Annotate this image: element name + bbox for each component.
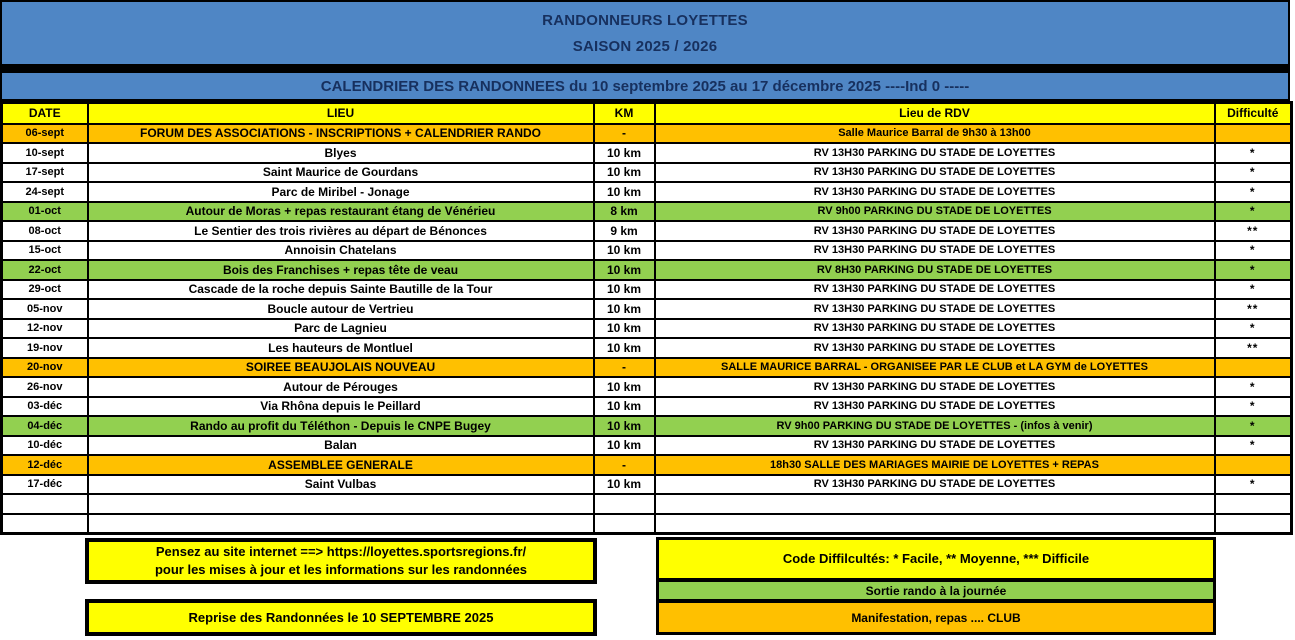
table-row [2, 455, 1292, 475]
cell-rdv: RV 9h00 PARKING DU STADE DE LOYETTES - (infos à venir) [655, 416, 1215, 436]
table-row [2, 124, 1292, 144]
table-row [2, 182, 1292, 202]
table-row [2, 338, 1292, 358]
cell-difficulte: * [1215, 202, 1292, 222]
cell-difficulte: * [1215, 280, 1292, 300]
cell-difficulte [1215, 494, 1292, 514]
cell-rdv: RV 13H30 PARKING DU STADE DE LOYETTES [655, 163, 1215, 183]
calendar-table [0, 101, 1293, 535]
cell-km: - [594, 124, 655, 144]
legend-difficulty-box [656, 537, 1216, 581]
cell-km: 10 km [594, 416, 655, 436]
cell-lieu: Rando au profit du Téléthon - Depuis le CNPE Bugey [88, 416, 594, 436]
cell-lieu: Saint Vulbas [88, 475, 594, 495]
cell-km [594, 494, 655, 514]
title-band [0, 0, 1290, 66]
club-title: RANDONNEURS LOYETTES [542, 11, 748, 29]
website-info-box [85, 538, 597, 584]
cell-date: 26-nov [2, 377, 88, 397]
cell-rdv: 18h30 SALLE DES MARIAGES MAIRIE DE LOYETTES + REPAS [655, 455, 1215, 475]
cell-rdv: RV 9h00 PARKING DU STADE DE LOYETTES [655, 202, 1215, 222]
reprise-text: Reprise des Randonnées le 10 SEPTEMBRE 2025 [188, 609, 494, 625]
cell-date: 04-déc [2, 416, 88, 436]
table-header-row [2, 103, 1292, 124]
cell-lieu: Bois des Franchises + repas tête de veau [88, 260, 594, 280]
cell-rdv: RV 8H30 PARKING DU STADE DE LOYETTES [655, 260, 1215, 280]
table-row [2, 280, 1292, 300]
table-row [2, 299, 1292, 319]
website-link[interactable]: Pensez au site internet ==> https://loyettes.sportsregions.fr/ [155, 544, 527, 559]
cell-km: 10 km [594, 260, 655, 280]
cell-lieu: Via Rhôna depuis le Peillard [88, 397, 594, 417]
cell-difficulte: * [1215, 143, 1292, 163]
cell-difficulte: * [1215, 319, 1292, 339]
cell-km: 10 km [594, 280, 655, 300]
table-row [2, 221, 1292, 241]
cell-lieu: Balan [88, 436, 594, 456]
cell-rdv: RV 13H30 PARKING DU STADE DE LOYETTES [655, 143, 1215, 163]
cell-lieu: Les hauteurs de Montluel [88, 338, 594, 358]
cell-km: 10 km [594, 397, 655, 417]
table-row [2, 514, 1292, 534]
cell-difficulte: ** [1215, 299, 1292, 319]
cell-km: 10 km [594, 377, 655, 397]
legend-club-event-text: Manifestation, repas .... CLUB [851, 610, 1021, 625]
cell-lieu: Parc de Lagnieu [88, 319, 594, 339]
cell-lieu: Autour de Moras + repas restaurant étang de Vénérieu [88, 202, 594, 222]
cell-date: 10-déc [2, 436, 88, 456]
cell-difficulte: * [1215, 163, 1292, 183]
cell-date: 22-oct [2, 260, 88, 280]
cell-difficulte: * [1215, 182, 1292, 202]
cell-difficulte: * [1215, 475, 1292, 495]
cell-km: - [594, 358, 655, 378]
calendar-banner-text: CALENDRIER DES RANDONNEES du 10 septembre 2025 au 17 décembre 2025 ----Ind 0 ----- [320, 77, 970, 95]
cell-lieu: Annoisin Chatelans [88, 241, 594, 261]
cell-km: 9 km [594, 221, 655, 241]
cell-rdv: RV 13H30 PARKING DU STADE DE LOYETTES [655, 280, 1215, 300]
table-row [2, 241, 1292, 261]
cell-difficulte: * [1215, 241, 1292, 261]
legend-day-hike-box [656, 579, 1216, 602]
cell-lieu: Blyes [88, 143, 594, 163]
table-row [2, 143, 1292, 163]
cell-rdv: RV 13H30 PARKING DU STADE DE LOYETTES [655, 397, 1215, 417]
cell-difficulte: * [1215, 377, 1292, 397]
cell-km [594, 514, 655, 534]
cell-date: 08-oct [2, 221, 88, 241]
calendar-banner [0, 73, 1290, 101]
reprise-box [85, 599, 597, 636]
cell-km: 10 km [594, 338, 655, 358]
cell-difficulte: * [1215, 397, 1292, 417]
website-info-text: pour les mises à jour et les informations sur les randonnées [154, 562, 528, 577]
cell-rdv: RV 13H30 PARKING DU STADE DE LOYETTES [655, 338, 1215, 358]
cell-lieu: FORUM DES ASSOCIATIONS - INSCRIPTIONS + CALENDRIER RANDO [88, 124, 594, 144]
cell-difficulte [1215, 124, 1292, 144]
cell-date: 24-sept [2, 182, 88, 202]
cell-rdv: RV 13H30 PARKING DU STADE DE LOYETTES [655, 241, 1215, 261]
cell-difficulte: * [1215, 260, 1292, 280]
cell-rdv: RV 13H30 PARKING DU STADE DE LOYETTES [655, 299, 1215, 319]
legend-difficulty-text: Code Diffilcultés: * Facile, ** Moyenne, *** Difficile [782, 551, 1090, 566]
table-row [2, 163, 1292, 183]
legend-club-event-box [656, 600, 1216, 635]
cell-rdv: RV 13H30 PARKING DU STADE DE LOYETTES [655, 475, 1215, 495]
table-row [2, 319, 1292, 339]
legend-day-hike-text: Sortie rando à la journée [865, 583, 1007, 598]
cell-km: 10 km [594, 241, 655, 261]
table-row [2, 202, 1292, 222]
cell-date [2, 514, 88, 534]
column-header-lieu: LIEU [88, 103, 594, 124]
cell-km: 10 km [594, 163, 655, 183]
cell-rdv [655, 494, 1215, 514]
cell-date: 01-oct [2, 202, 88, 222]
cell-lieu: Le Sentier des trois rivières au départ de Bénonces [88, 221, 594, 241]
cell-date: 10-sept [2, 143, 88, 163]
cell-lieu [88, 514, 594, 534]
cell-lieu: SOIREE BEAUJOLAIS NOUVEAU [88, 358, 594, 378]
table-row [2, 260, 1292, 280]
cell-km: 10 km [594, 436, 655, 456]
cell-lieu: Cascade de la roche depuis Sainte Bautille de la Tour [88, 280, 594, 300]
table-row [2, 494, 1292, 514]
cell-lieu: ASSEMBLEE GENERALE [88, 455, 594, 475]
cell-difficulte [1215, 455, 1292, 475]
table-row [2, 377, 1292, 397]
column-header-difficulte: Difficulté [1215, 103, 1292, 124]
separator-bar [0, 66, 1290, 73]
cell-date: 20-nov [2, 358, 88, 378]
cell-date: 19-nov [2, 338, 88, 358]
cell-km: - [594, 455, 655, 475]
column-header-date: DATE [2, 103, 88, 124]
table-row [2, 358, 1292, 378]
cell-difficulte: ** [1215, 221, 1292, 241]
cell-lieu: Boucle autour de Vertrieu [88, 299, 594, 319]
cell-km: 8 km [594, 202, 655, 222]
cell-date: 12-déc [2, 455, 88, 475]
cell-difficulte: * [1215, 416, 1292, 436]
cell-date: 15-oct [2, 241, 88, 261]
cell-lieu [88, 494, 594, 514]
season-title: SAISON 2025 / 2026 [572, 37, 718, 55]
cell-km: 10 km [594, 143, 655, 163]
cell-rdv: Salle Maurice Barral de 9h30 à 13h00 [655, 124, 1215, 144]
cell-date: 17-sept [2, 163, 88, 183]
column-header-rdv: Lieu de RDV [655, 103, 1215, 124]
cell-date: 05-nov [2, 299, 88, 319]
table-row [2, 475, 1292, 495]
cell-lieu: Autour de Pérouges [88, 377, 594, 397]
cell-rdv: RV 13H30 PARKING DU STADE DE LOYETTES [655, 377, 1215, 397]
cell-km: 10 km [594, 475, 655, 495]
table-row [2, 397, 1292, 417]
table-row [2, 436, 1292, 456]
cell-rdv: RV 13H30 PARKING DU STADE DE LOYETTES [655, 182, 1215, 202]
cell-rdv: RV 13H30 PARKING DU STADE DE LOYETTES [655, 319, 1215, 339]
cell-date: 29-oct [2, 280, 88, 300]
cell-rdv: RV 13H30 PARKING DU STADE DE LOYETTES [655, 436, 1215, 456]
calendar-table-body [2, 124, 1292, 534]
cell-difficulte: * [1215, 436, 1292, 456]
column-header-km: KM [594, 103, 655, 124]
cell-difficulte [1215, 358, 1292, 378]
cell-date: 17-déc [2, 475, 88, 495]
cell-km: 10 km [594, 299, 655, 319]
cell-date [2, 494, 88, 514]
cell-date: 06-sept [2, 124, 88, 144]
cell-km: 10 km [594, 182, 655, 202]
cell-lieu: Parc de Miribel - Jonage [88, 182, 594, 202]
cell-date: 03-déc [2, 397, 88, 417]
cell-date: 12-nov [2, 319, 88, 339]
cell-difficulte [1215, 514, 1292, 534]
cell-rdv [655, 514, 1215, 534]
cell-rdv: SALLE MAURICE BARRAL - ORGANISEE PAR LE CLUB et LA GYM de LOYETTES [655, 358, 1215, 378]
table-row [2, 416, 1292, 436]
cell-difficulte: ** [1215, 338, 1292, 358]
cell-lieu: Saint Maurice de Gourdans [88, 163, 594, 183]
cell-km: 10 km [594, 319, 655, 339]
cell-rdv: RV 13H30 PARKING DU STADE DE LOYETTES [655, 221, 1215, 241]
